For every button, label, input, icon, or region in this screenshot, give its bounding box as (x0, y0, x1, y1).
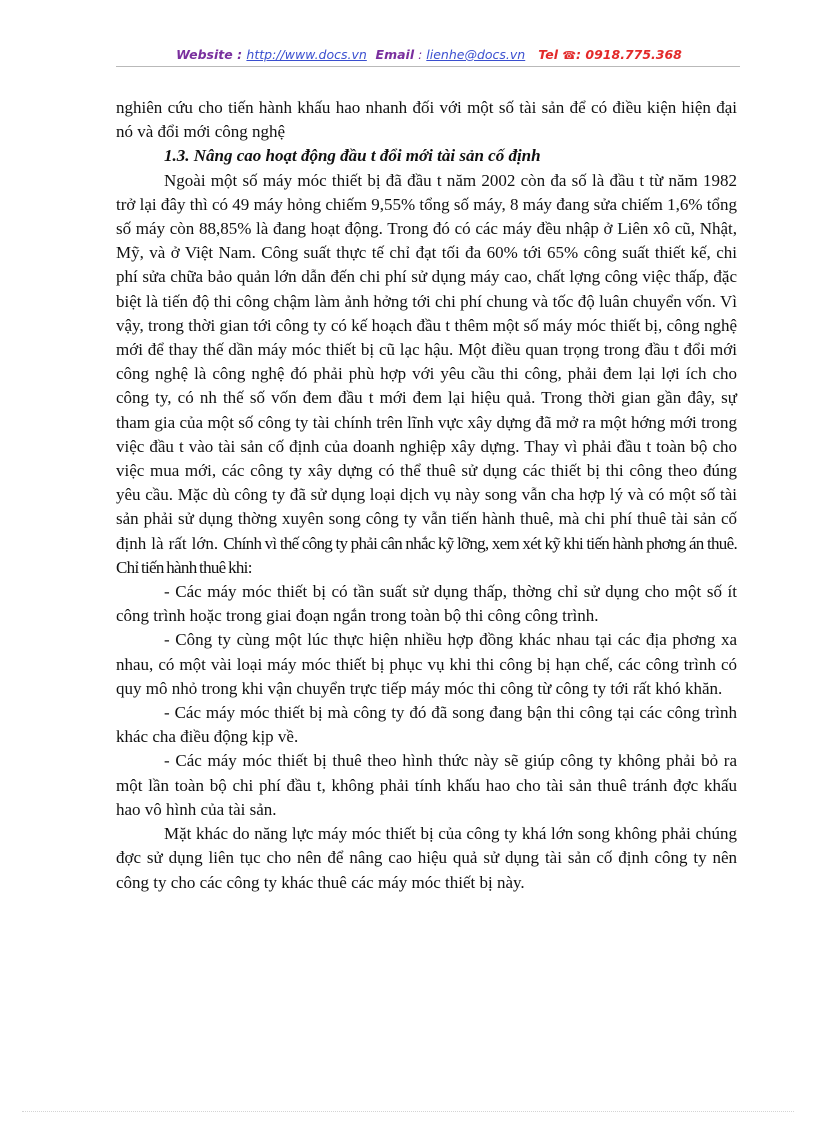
paragraph-closing: Mặt khác do năng lực máy móc thiết bị của công ty khá lớn song không phải chúng đợc sử dụng liên tục cho nên để nâng cao hiệu quả sử dụng tài sản cố định công ty nên công ty cho các công ty khác thuê các máy móc thiết bị này. (116, 824, 737, 892)
bullet-item-4: - Các máy móc thiết bị thuê theo hình thức này sẽ giúp công ty không phải bỏ ra một lần toàn bộ chi phí đầu t, không phải tính khấu hao cho tài sản thuê tránh đợc khấu hao vô hình của tài sản. (116, 751, 737, 819)
header-divider (116, 66, 740, 67)
paragraph-main-tail: Chính vì thế công ty phải cân nhắc kỹ lỡng, xem xét kỹ khi tiến hành phơng án thuê. Chỉ tiến hành thuê khi: (116, 533, 737, 577)
paragraph-main-text: Ngoài một số máy móc thiết bị đã đầu t năm 2002 còn đa số là đầu t từ năm 1982 trở lại đây thì có 49 máy hỏng chiếm 9,55% tổng số máy, 8 máy đang sửa chiếm 1,6% tổng số máy còn 88,85% là đang hoạt động. Trong đó có các máy đều nhập ở Liên xô cũ, Nhật, Mỹ, và ở Việt Nam. Công suất thực tế chỉ đạt tối đa 60% tới 65% công suất thiết kế, chi phí sửa chữa bảo quản lớn dẫn đến chi phí sử dụng máy cao, chất lợng công việc thấp, đặc biệt là tiến độ thi công chậm làm ảnh hởng tới chi phí chung và tốc độ luân chuyển vốn. Vì vậy, trong thời gian tới công ty có kế hoạch đầu t thêm một số máy móc thiết bị, công nghệ mới để thay thế dần máy móc thiết bị cũ lạc hậu. Một điều quan trọng trong đầu t đổi mới công nghệ là công nghệ đó phải phù hợp với yêu cầu thi công, phải đem lại lợi ích cho công ty, có nh thế số vốn đem đầu t mới đem lại hiệu quả. Trong thời gian gần đây, sự tham gia của một số công ty tài chính trên lĩnh vực xây dựng đã mở ra một hớng mới trong việc đầu t vào tài sản cố định của doanh nghiệp xây dựng. Thay vì phải đầu t toàn bộ cho việc mua mới, các công ty xây dựng có thể thuê sử dụng các thiết bị thi công theo đúng yêu cầu. Mặc dù công ty đã sử dụng loại dịch vụ này song vẫn cha hợp lý và có một số tài sản phải sử dụng thờng xuyên song công ty vẫn tiến hành thuê, mà chi phí thuê tài sản cố định là rất lớn. (116, 170, 737, 553)
email-link[interactable]: lienhe@docs.vn (426, 47, 526, 62)
page-header (118, 46, 740, 65)
paragraph-main (116, 169, 737, 580)
website-link[interactable]: http://www.docs.vn (246, 47, 367, 62)
footer-divider (22, 1111, 794, 1112)
website-label: Website : (176, 47, 247, 62)
bullet-item-2: - Công ty cùng một lúc thực hiện nhiều hợp đồng khác nhau tại các địa phơng xa nhau, có một vài loại máy móc thiết bị phục vụ khi thi công bị hạn chế, các công trình có quy mô nhỏ trong khi vận chuyển trực tiếp máy móc thi công từ công ty tới rất khó khăn. (116, 630, 737, 698)
paragraph-continuation: nghiên cứu cho tiến hành khấu hao nhanh đối với một số tài sản để có điều kiện hiện đại nó và đổi mới công nghệ (116, 98, 737, 142)
tel-label: Tel (538, 47, 558, 62)
tel-value: : 0918.775.368 (576, 47, 682, 62)
email-separator: : (414, 47, 427, 62)
phone-icon: ☎ (562, 49, 577, 62)
email-label: Email (375, 47, 415, 62)
section-heading: 1.3. Nâng cao hoạt động đầu t đổi mới tài sản cố định (164, 146, 541, 166)
bullet-item-3: - Các máy móc thiết bị mà công ty đó đã song đang bận thi công tại các công trình khác cha điều động kịp về. (116, 703, 737, 747)
bullet-item-1: - Các máy móc thiết bị có tần suất sử dụng thấp, thờng chỉ sử dụng cho một số ít công trình hoặc trong giai đoạn ngắn trong toàn bộ thi công công trình. (116, 582, 737, 626)
document-body (116, 96, 737, 895)
